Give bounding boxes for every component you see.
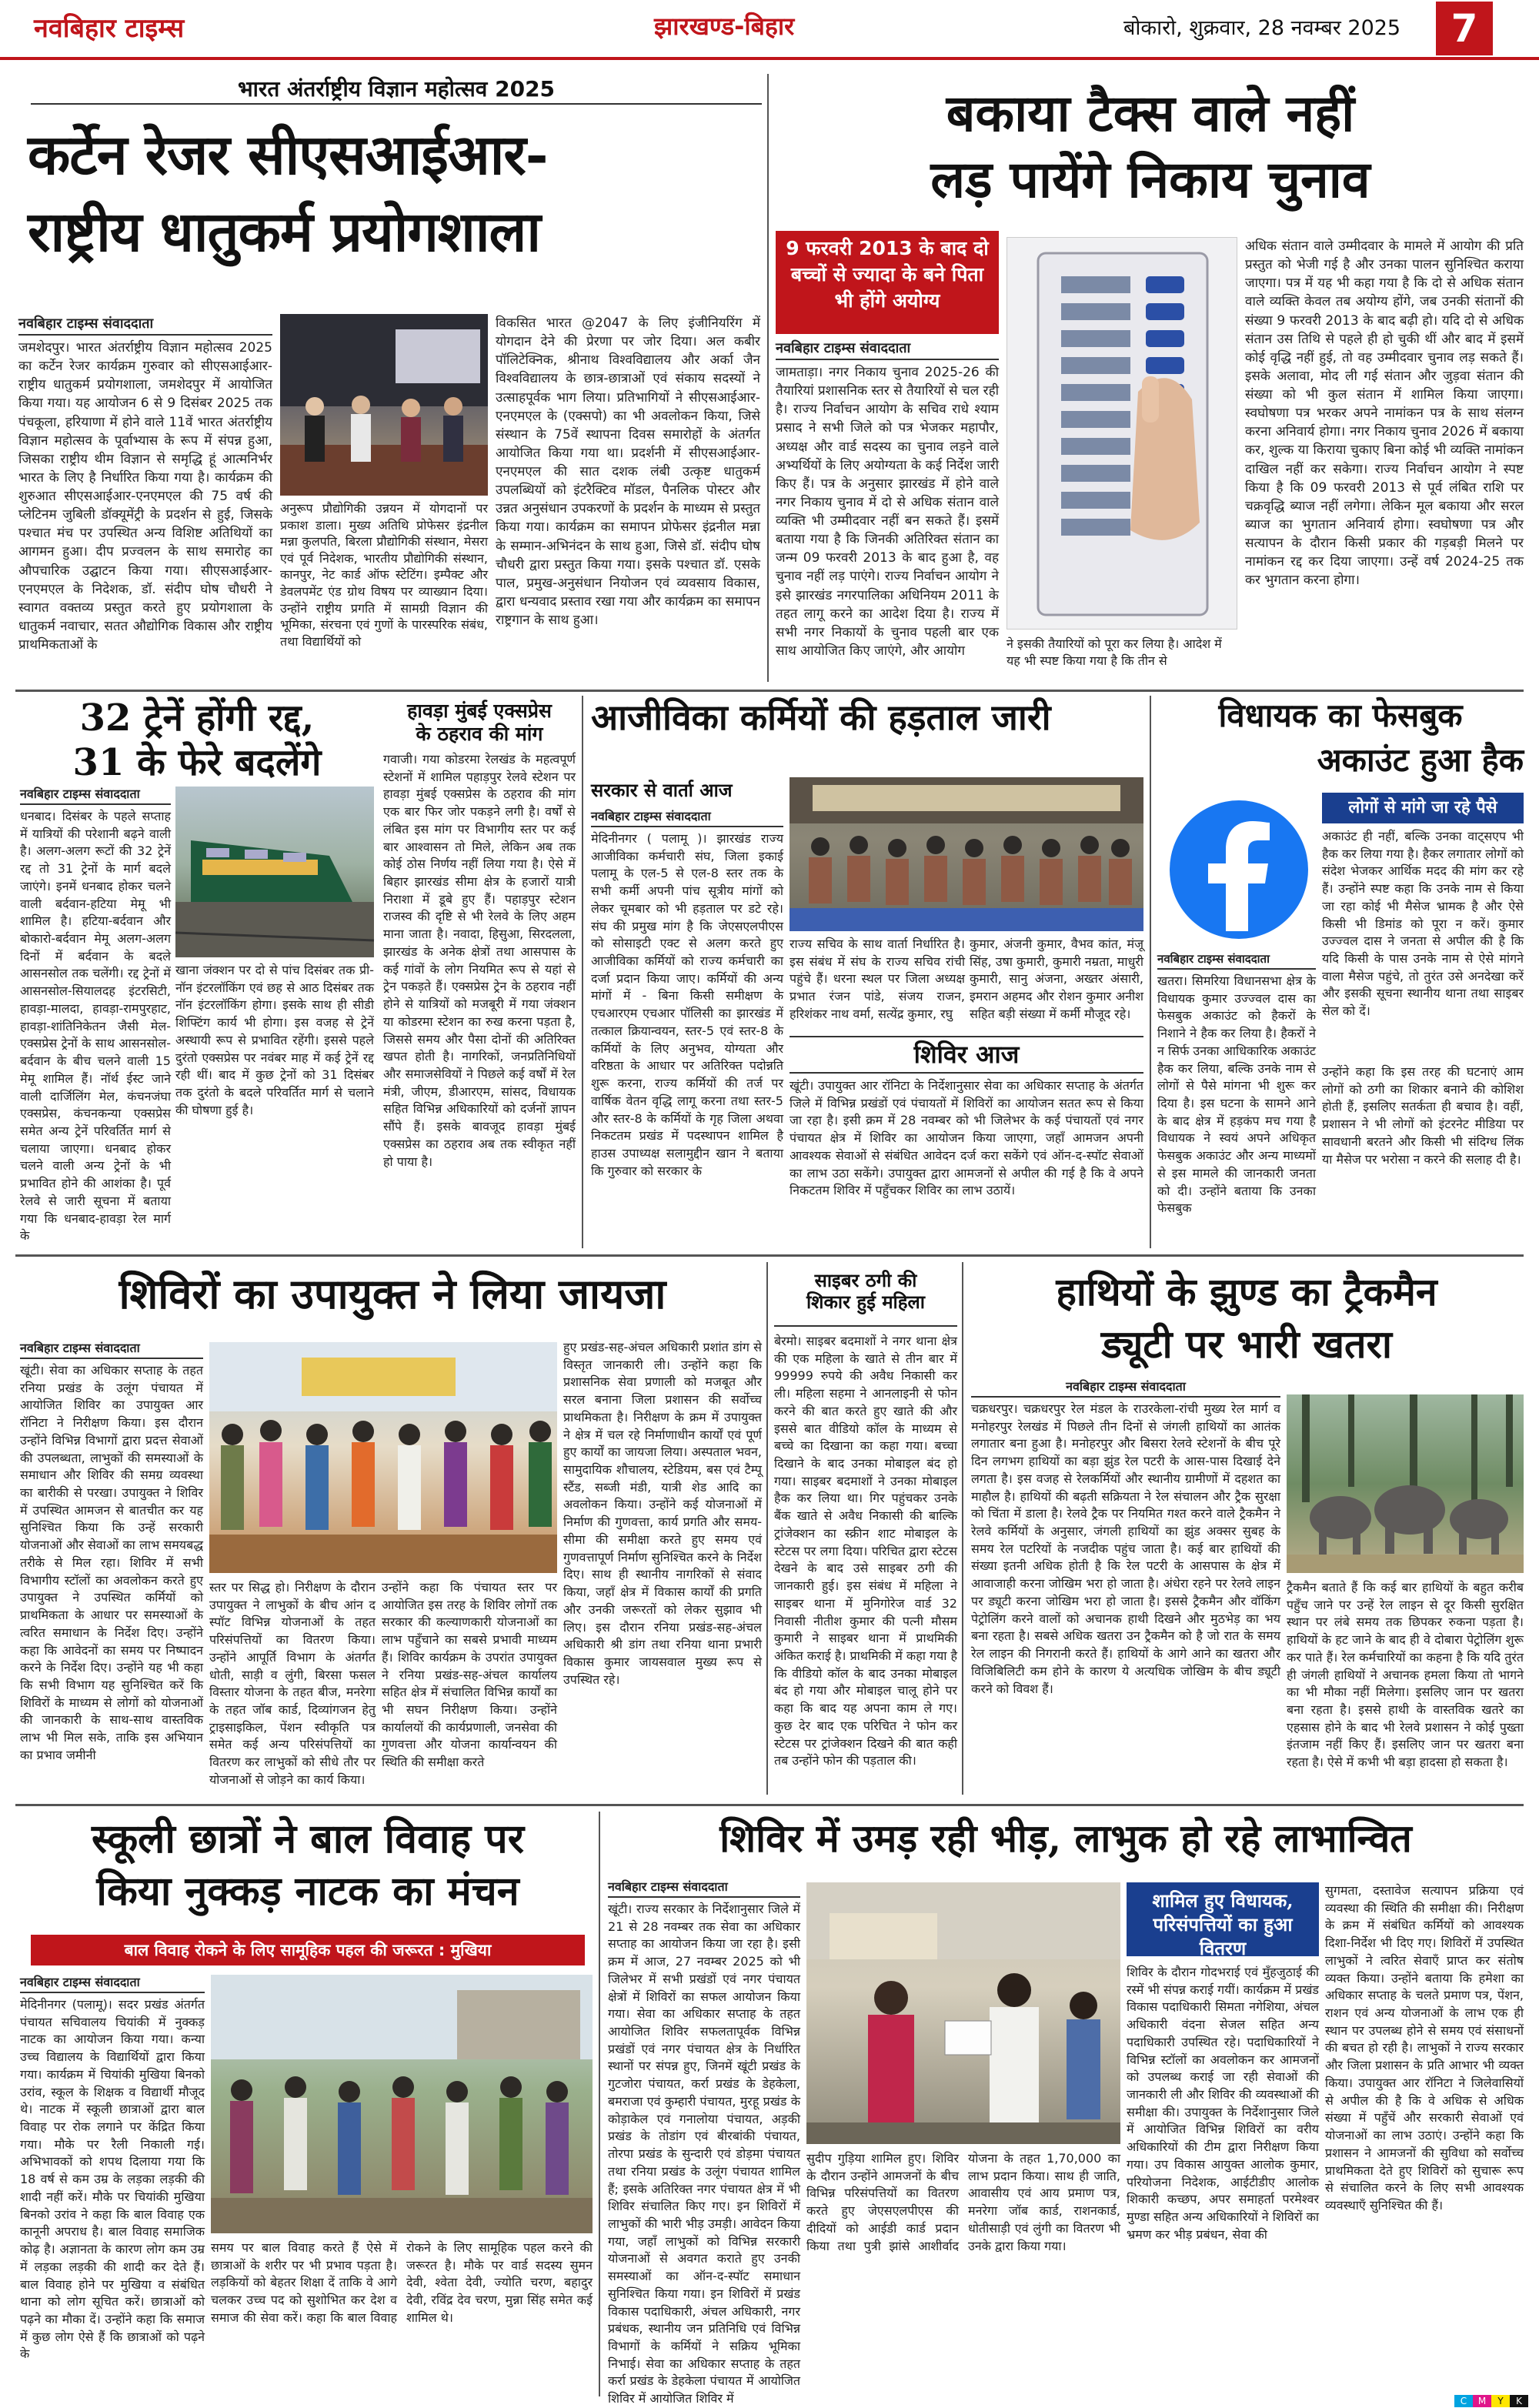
story7-col-left bbox=[20, 1339, 203, 1793]
cmyk-registration-bar bbox=[1454, 2395, 1528, 2407]
story1-col-left bbox=[18, 314, 272, 683]
story11b-body-right: सुगमता, दस्तावेज सत्यापन प्रक्रिया एवं व्यवस्था की स्थिति की समीक्षा की। निरीक्षण के क्रम में संबंधित कर्मियों को आवश्यक दिशा-निर्देश भी दिए गए। शिविरों में उपस्थित लाभुकों ने त्वरित सेवाएँ प्राप्त कर संतोष व्यक्त किया। उन्होंने बताया कि हमेशा का अधिकार सप्ताह के चलते प्रमाण पत्र, पेंशन, राशन एवं अन्य योजनाओं के लाभ एक ही स्थान पर उपलब्ध होने से समय एवं संसाधनों की बचत हो रही है। लाभुकों ने राज्य सरकार और जिला प्रशासन के प्रति आभार भी व्यक्त किया। उपायुक्त आर रॉनिटा ने जिलेवासियों से अपील की है कि वे अधिक से अधिक संख्या में पहुँचें और सरकारी सेवाओं एवं योजनाओं का लाभ उठाएं। उन्होंने कहा कि प्रशासन ने आमजनों की सुविधा को सर्वोच्च प्राथमिकता देते हुए शिविरों को सुचारू रूप से संचालित करने के लिए सभी आवश्यक व्यवस्थाएँ सुनिश्चित की हैं। bbox=[1325, 1883, 1524, 2213]
story8-kicker-1: साइबर ठगी की bbox=[814, 1269, 917, 1291]
protest-graphic bbox=[790, 777, 1143, 931]
story3-headline-2: 31 के फेरे बदलेंगे bbox=[72, 741, 322, 784]
story3-col-left bbox=[20, 785, 171, 1247]
story3-train-photo bbox=[175, 787, 374, 957]
dateline: बोकारो, शुक्रवार, 28 नवम्बर 2025 bbox=[1123, 16, 1401, 40]
story7-body-left: खूंटी। सेवा का अधिकार सप्ताह के तहत रनिया प्रखंड के उलूंग पंचायत में आयोजित शिविर का उपायुक्त आर रॉनिटा ने निरीक्षण किया। इस दौरान उन्होंने विभिन्न विभागों द्वारा प्रदत्त सेवाओं की उपलब्धता, लाभुकों की समस्याओं के समाधान और शिविर की समग्र व्यवस्था का बारीकी से परखा। उपायुक्त ने शिविर में उपस्थित आमजन से बातचीत कर यह सुनिश्चित किया कि उन्हें सरकारी योजनाओं और सेवाओं का लाभ समयबद्ध तरीके से मिल रहा। शिविर में सभी विभागीय स्टॉलों का अवलोकन करते हुए उपायुक्त ने उपस्थित कर्मियों को प्राथमिकता के आधार पर समस्याओं के त्वरित समाधान के निर्देश दिए। उन्होंने कहा कि आवेदनों का समय पर निष्पादन करने के निर्देश दिए। उन्होंने यह भी कहा कि सभी विभाग यह सुनिश्चित करें कि शिविरों के माध्यम से लोगों को योजनाओं की जानकारी के साथ-साथ वास्तविक लाभ भी मिल सके, ताकि इस अभियान का प्रभाव जमीनी bbox=[20, 1363, 203, 1762]
story7-caption-2: उन्होंने कहा कि पंचायत स्तर पर आयोजित इस तरह के शिविर लोगों तक सरकार की कल्याणकारी योजनाओं का लाभ पहुँचाने का सबसे प्रभावी माध्यम हैं। शिविर कार्यक्रम के उपरांत उपायुक्त ने रनिया प्रखंड-सह-अंचल कार्यालय सहित क्षेत्र में संचालित विभिन्न कार्यों का भी सघन निरीक्षण किया। उन्होंने कार्यालयों की कार्यप्रणाली, जनसेवा की गुणवत्ता और योजना कार्यान्वयन की स्थिति की समीक्षा करते bbox=[382, 1580, 557, 1770]
story1-kicker: भारत अंतर्राष्ट्रीय विज्ञान महोत्सव 2025 bbox=[237, 76, 556, 102]
camp-graphic bbox=[209, 1342, 557, 1573]
story10-headline-1: स्कूली छात्रों ने बाल विवाह पर bbox=[92, 1815, 524, 1862]
column-divider bbox=[1150, 696, 1151, 1248]
story2-body-right: अधिक संतान वाले उम्मीदवार के मामले में आयोग की प्रति प्रस्तुत को भेजी गई है और उनका पालन सुनिश्चित कराया जाएगा। पत्र में यह भी कहा गया है कि दो से अधिक संतान वाले व्यक्ति केवल तब अयोग्य होंगे, जब उनकी संतानों की संख्या 9 फरवरी 2013 के बाद बढ़ी हो। यदि दो से अधिक संतान उस तिथि से पहले ही हो चुकी थीं और बाद में इसमें कोई वृद्धि नहीं हुई, तो वह उम्मीदवार चुनाव लड़ सकते हैं। इसके अलावा, मोद ली गई संतान और जुड़वा संतान की संख्या को भी कुल संतान में शामिल किया जाएगा। स्वघोषणा पत्र भरकर अपने नामांकन पत्र के साथ संलग्न करना अनिवार्य होगा। नगर निकाय चुनाव 2026 में बकाया कर, शुल्क या किराया चुकाए बिना कोई भी व्यक्ति नामांकन दाखिल नहीं कर सकेगा। राज्य निर्वाचन आयोग ने स्पष्ट किया है कि 09 फरवरी 2013 से पूर्व लंबित राशि पर चक्रवृद्धि ब्याज नहीं लगेगा। लेकिन मूल बकाया और सरल ब्याज का भुगतान अनिवार्य होगा। स्वघोषणा पत्र और सत्यापन के दौरान किसी प्रकार की गड़बड़ी मिलने पर नामांकन रद्द कर दिया जाएगा। उन्हें वर्ष 2024-25 तक कर भुगतान करना होगा। bbox=[1245, 239, 1524, 589]
story1-body-right: विकसित भारत @2047 के लिए इंजीनियरिंग में योगदान देने की प्रेरणा पर जोर दिया। अल कबीर पॉलिटेक्निक, श्रीनाथ विश्वविद्यालय और अर्का जैन विश्वविद्यालय के छात्र-छात्राओं एवं संकाय सदस्यों ने उत्साहपूर्वक भाग लिया। प्रतिभागियों ने सीएसआईआर-एनएमएल के (एक्सपो) का भी अवलोकन किया, जिसे संस्थान के 75वें स्थापना दिवस समारोहों के अंतर्गत आयोजित किया गया था। प्रदर्शनी में सीएसआईआर-एनएमएल की सात दशक लंबी उत्कृष्ट धातुकर्म उपलब्धियों को इंटरैक्टिव मॉडल, पैनलिक पोस्टर और उन्नत अनुसंधान उपकरणों के प्रदर्शन के माध्यम से प्रस्तुत किया गया। कार्यक्रम का समापन प्रोफेसर इंद्रनील मन्ना के सम्मान-अभिनंदन के साथ हुआ, जिसे डॉ. संदीप घोष चौधरी द्वारा प्रस्तुत किया गया। इसके पश्चात डॉ. एसके पाल, प्रमुख-अनुसंधान नियोजन एवं व्यवसाय विकास, द्वारा धन्यवाद प्रस्ताव रखा गया और कार्यक्रम का समापन राष्ट्रगान के साथ हुआ। bbox=[496, 316, 760, 628]
story5-body: मेदिनीनगर ( पलामू )। झारखंड राज्य आजीविका कर्मचारी संघ, जिला इकाई पलामू के एल-5 से एल-8 स्तर तक के सभी कर्मी अपनी पांच सूत्रीय मांगों को लेकर चूमबार को भी हड़ताल पर डटे रहे। संघ की प्रमुख मांग है कि जेएसएलपीएस को सोसाइटी एक्ट से अलग करते हुए आजीविका कर्मियों को राज्य कर्मचारी का दर्जा प्रदान किया जाए। कर्मियों की अन्य मांगों में - बिना किसी समीक्षण के एचआरएम एचआर पॉलिसी का झारखंड में तत्काल क्रियान्वयन, स्तर-5 एवं स्तर-8 के कर्मियों के लिए अनुभव, योग्यता और वरिष्ठता के आधार पर अतिरिक्त पदोन्नति शुरू करना, राज्य कर्मियों की तर्ज पर वार्षिक वेतन वृद्धि लागू करना तथा स्तर-5 और स्तर-8 के कर्मियों के गृह जिला अथवा निकटतम प्रखंड में पदस्थापन शामिल है हाउस उपाध्यक्ष सलामुद्दीन खान ने बताया कि गुरुवार को सरकार के bbox=[591, 831, 783, 1178]
story6-body-left: खतरा। सिमरिया विधानसभा क्षेत्र के विधायक कुमार उज्ज्वल दास का फेसबुक अकाउंट को हैकरों के निशाने ने हैक कर लिया है। हैकरों ने न सिर्फ उनका आधिकारिक अकाउंट हैक कर लिया, बल्कि उनके नाम से लोगों से पैसे मांगना भी शुरू कर दिया है। इस घटना के सामने आने के बाद क्षेत्र में हड़कंप मच गया है विधायक ने स्वयं अपने अधिकृत फेसबुक अकाउंट और अन्य माध्यमों से इस मामले की जानकारी जनता को दी। उन्होंने बताया कि उनका फेसबुक bbox=[1157, 974, 1316, 1216]
story6-col-left bbox=[1157, 951, 1316, 1248]
elephant-herd-graphic bbox=[1287, 1394, 1524, 1573]
story1-photo-caption: अनुरूप प्रौद्योगिकी उन्नयन में योगदानों पर प्रकाश डाला। मुख्य अतिथि प्रोफेसर इंद्रनील मन्ना कुलपति, बिरला प्रौद्योगिकी संस्थान, मेसरा एवं पूर्व निदेशक, भारतीय प्रौद्योगिकी संस्थान, कानपुर, नेट कार्ड ऑफ स्टेटिंग। इम्पैक्ट और डेवलपमेंट एंड ग्रोथ विषय पर व्याख्यान दिया। उन्होंने राष्ट्रीय प्रगति में सामग्री विज्ञान की भूमिका, संरचना एवं गुणों के पारस्परिक संबंध, तथा विद्यार्थियों को bbox=[280, 501, 488, 649]
story10-street-play-photo bbox=[211, 1975, 593, 2233]
cyan-swatch: C bbox=[1454, 2395, 1473, 2407]
story9-byline: नवबिहार टाइम्स संवाददाता bbox=[971, 1378, 1280, 1398]
story6-byline: नवबिहार टाइम्स संवाददाता bbox=[1157, 951, 1316, 970]
story9-body-right: ट्रैकमैन बताते हैं कि कई बार हाथियों के बहुत करीब पहुँच जाने पर उन्हें रेल लाइन से दूर किसी सुरक्षित स्थान पर लंबे समय तक छिपकर रुकना पड़ता है। हाथियों के हट जाने के बाद ही वे दोबारा पेट्रोलिंग शुरू कर पाते हैं। रेल कर्मचारियों का कहना है कि यदि तुरंत ही जंगली हाथियों ने अचानक हमला किया तो भागने का भी मौका नहीं मिलेगा। इसलिए जान पर खतरा बना रहता है। इससे हाथी के वास्तविक खतरे का एहसास होने के बाद भी रेलवे प्रशासन ने कोई पुख्ता इंतजाम नहीं किए हैं। इसलिए जान पर खतरा बना रहता है। ऐसे में कभी भी बड़ा हादसा हो सकता है। bbox=[1287, 1580, 1524, 1770]
facebook-logo-image bbox=[1162, 793, 1316, 947]
story4-headline-2: के ठहराव की मांग bbox=[416, 723, 543, 745]
story2-highlight: 9 फरवरी 2013 के बाद दो बच्चों से ज्यादा के बने पिता भी होंगे अयोग्य bbox=[776, 231, 999, 334]
column-divider bbox=[599, 1812, 600, 2396]
column-divider bbox=[582, 696, 583, 1248]
story2-headline-2: लड़ पायेंगे निकाय चुनाव bbox=[930, 149, 1370, 209]
voting-machine-graphic bbox=[1007, 238, 1238, 630]
story9-elephant-photo bbox=[1287, 1394, 1524, 1573]
stage-photo-graphic bbox=[280, 314, 488, 496]
street-play-graphic bbox=[211, 1975, 593, 2233]
page-number: 7 bbox=[1436, 2, 1493, 55]
story10-body-right: समय पर बाल विवाह करते हैं ऐसे में छात्राओं के शरीर पर भी प्रभाव पड़ता है। लड़कियों को बेहतर शिक्षा दें ताकि वे आगे चलकर उच्च पद को सुशोभित कर देश व समाज की सेवा करें। कहा कि बाल विवाह रोकने के लिए सामूहिक पहल करने की जरूरत है। मौके पर वार्ड सदस्य सुमन देवी, श्वेता देवी, ज्योति चरण, बहादुर देवी, रविंद्र देव चरण, मुन्ना सिंह समेत कई शामिल थे। bbox=[211, 2240, 593, 2325]
story9-body-left: चक्रधरपुर। चक्रधरपुर रेल मंडल के राउरकेला-रांची मुख्य रेल मार्ग व मनोहरपुर रेलखंड में पिछले तीन दिनों से जंगली हाथियों का आतंक लगातार बना हुआ है। मनोहरपुर और बिसरा रेलवे स्टेशनों के बीच पूरे दिन लगभग हाथियों का बड़ा झुंड रेल पटरी के आस-पास दिखाई देने लगता है। इस वजह से रेलकर्मियों और स्थानीय ग्रामीणों में दहशत का माहौल है। हाथियों की बढ़ती सक्रियता ने रेल संचालन और ट्रैक सुरक्षा को चिंता में डाला है। रेलवे ट्रैक पर नियमित गश्त करने वाले ट्रैकमैन ने रेलवे कर्मियों के अनुसार, जंगली हाथियों का झुंड अक्सर सुबह के समय रेल पटरियों के नजदीक पहुंच जाता है। कई बार हाथियों की संख्या इतनी अधिक होती है कि रेल पटरी के आसपास के क्षेत्र में आवाजाही करना जोखिम भरा हो जाता है। अंधेरा रहने पर रेलवे लाइन पर ड्यूटी करना जोखिम भरा हो जाता है। इससे ट्रैकमैन और वॉकिंग पेट्रोलिंग करने वालों को अचानक हाथी दिखने और मुठभेड़ का भय बना रहता है। सबसे अधिक खतरा उन ट्रैकमैन को है जो रात के समय रेल लाइन की निगरानी करते हैं। हाथियों के आगे आने का खतरा और विजिबिलिटी कम होने के कारण ये अत्यधिक जोखिम के बीच ड्यूटी करने को विवश हैं। bbox=[971, 1401, 1280, 1696]
story6-headline-2: अकाउंट हुआ हैक bbox=[1317, 741, 1524, 779]
story8-body: बेरमो। साइबर बदमाशों ने नगर थाना क्षेत्र की एक महिला के खाते से तीन बार में 99999 रुपये की अवैध निकासी कर ली। महिला सहमा ने आनलाइनी से फोन करने की बात करते हुए खाते की और इससे बात वीडियो कॉल के माध्यम से बच्चे का दिखाना का कहा गया। बच्चा दिखाने के बाद उनका मोबाइल बंद हो गया। साइबर बदमाशों ने उनका मोबाइल हैक कर लिया था। गिर पहुंचकर उनके बैंक खाते से अवैध निकासी की बाल्कि ट्रांजेक्शन का स्क्रीन शाट मोबाइल के स्टेटस पर लगा दिया। परिचित द्वारा स्टेटस देखने के बाद उसे साइबर ठगी की जानकारी हुई। इस संबंध में महिला ने साइबर थाना में मुनिगोरेज वार्ड 32 निवासी नीतीश कुमार की पत्नी मौसम कुमारी ने साइबर थाना में प्राथमिकी अंकित कराई है। प्राथमिकी में कहा गया है कि वीडियो कॉल के बाद उनका मोबाइल बंद हो गया और मोबाइल चालू होने पर कहा कि बाद यह अपना काम ले गए। कुछ देर बाद एक परिचित ने फोन कर स्टेटस पर ट्रांजेक्शन दिखने की बात कही तब उन्होंने फोन की पड़ताल की। bbox=[774, 1334, 957, 1768]
story1-headline-1: कर्टेन रेजर सीएसआईआर- bbox=[28, 122, 548, 187]
story5-headline: आजीविका कर्मियों की हड़ताल जारी bbox=[591, 696, 1051, 738]
section-divider bbox=[15, 1254, 1524, 1257]
story7-body-right: हुए प्रखंड-सह-अंचल अधिकारी प्रशांत डांग से विस्तृत जानकारी ली। उन्होंने कहा कि प्रशासनिक सेवा प्रणाली को मजबूत और सरल बनाना जिला प्रशासन की सर्वोच्च प्राथमिकता है। निरीक्षण के क्रम में उपायुक्त ने क्षेत्र में चल रहे निर्माणाधीन कार्यों एवं पूर्ण हुए कार्यों का जायजा लिया। अस्पताल भवन, सामुदायिक शौचालय, स्टेडियम, बस एवं टैम्पू स्टैंड, सब्जी मंडी, यात्री शेड आदि का अवलोकन किया। उन्होंने कई योजनाओं में निर्माण की गुणवत्ता, कार्य प्रगति और समय-सीमा की समीक्षा करते हुए समय एवं गुणवत्तापूर्ण निर्माण सुनिश्चित करने के निर्देश दिए। साथ ही स्थानीय नागरिकों से संवाद किया, जहाँ क्षेत्र में विकास कार्यों की प्रगति और उनकी जरूरतों को लेकर सुझाव भी लिए। इस दौरान रनिया प्रखंड-सह-अंचल अधिकारी श्री डांग तथा रनिया थाना प्रभारी विकास कुमार जायसवाल मुख्य रूप से उपस्थित रहे। bbox=[563, 1340, 762, 1687]
story11-distribution-photo bbox=[806, 1882, 1120, 2144]
story7-camp-photo bbox=[209, 1342, 557, 1573]
story9-col-left bbox=[971, 1378, 1280, 1793]
story7-headline: शिविरों का उपायुक्त ने लिया जायजा bbox=[119, 1269, 666, 1318]
story2-photo-caption: ने इसकी तैयारियों को पूरा कर लिया है। आदेश में यह भी स्पष्ट किया गया है कि तीन से bbox=[1007, 636, 1222, 668]
story5-kicker: सरकार से वार्ता आज bbox=[591, 780, 733, 801]
story7-caption-1: स्तर पर सिद्ध हो। निरीक्षण के दौरान उपायुक्त ने लाभुकों के बीच आंन द स्पॉट विभिन्न योजनाओं के तहत परिसंपत्तियों का वितरण किया। उन्होंने आपूर्ति विभाग के अंतर्गत धोती, साड़ी व लुंगी, बिरसा फसल विस्तार योजना के तहत बीज, मनरेगा के तहत जॉब कार्ड, दिव्यांगजन हेतु ट्राइसाइकिल, पेंशन स्वीकृति पत्र समेत कई अन्य परिसंपत्तियों का वितरण कर लाभुकों को सीधे तौर पर योजनाओं से जोड़ने का कार्य किया। bbox=[209, 1580, 376, 1787]
story1-headline-2: राष्ट्रीय धातुकर्म प्रयोगशाला bbox=[28, 199, 540, 264]
story9-headline-2: ड्यूटी पर भारी खतरा bbox=[1101, 1321, 1392, 1367]
story3-body-left: धनबाद। दिसंबर के पहले सप्ताह में यात्रियों की परेशानी बढ़ने वाली है। अलग-अलग रूटों की 32 ट्रेनें रद्द तो 31 ट्रेनों के मार्ग बदले जाएंगे। इनमें धनबाद होकर चलने वाली बर्दवान-हटिया मेमू भी शामिल है। हटिया-बर्दवान और बोकारो-बर्दवान मेमू अलग-अलग दिनों में बर्दवान के बदले आसनसोल तक चलेंगी। रद्द ट्रेनों में आसनसोल-सियालदह इंटरसिटी, हावड़ा-मालदा, हावड़ा-रामपुरहाट, हावड़ा-शांतिनिकेतन जैसी मेल-एक्सप्रेस ट्रेनों के साथ आसनसोल-बर्दवान के बीच चलने वाली 15 मेमू शामिल हैं। नॉर्थ ईस्ट जाने वाली दार्जिलिंग मेल, कंचनजंघा एक्सप्रेस, कंचनकन्या एक्सप्रेस समेत अन्य ट्रेनें परिवर्तित मार्ग से चलाया जाएगा। धनबाद होकर चलने वाली अन्य ट्रेनों के भी प्रभावित होने की आशंका है। पूर्व रेलवे से जारी सूचना में बताया गया कि धनबाद-हावड़ा रेल मार्ग के bbox=[20, 809, 171, 1244]
story11-col-left bbox=[608, 1878, 800, 2406]
story7-byline: नवबिहार टाइम्स संवाददाता bbox=[20, 1339, 203, 1359]
story1-photo bbox=[280, 314, 488, 496]
story10-headline-2: किया नुक्कड़ नाटक का मंचन bbox=[96, 1868, 519, 1915]
story2-col-left bbox=[776, 339, 999, 682]
story5-col-left bbox=[591, 777, 783, 1248]
section-divider bbox=[15, 690, 1524, 692]
story1-body-left: जमशेदपुर। भारत अंतर्राष्ट्रीय विज्ञान महोत्सव 2025 का कर्टेन रेजर कार्यक्रम गुरुवार को सीएसआईआर-राष्ट्रीय धातुकर्म प्रयोगशाला, जमशेदपुर में आयोजित किया गया। यह आयोजन 6 से 9 दिसंबर 2025 तक पंचकूला, हरियाणा में होने वाले 11वें भारत अंतर्राष्ट्रीय विज्ञान महोत्सव के पूर्वाभ्यास के रूप में संपन्न हुआ, जिसका राष्ट्रीय थीम विज्ञान से समृद्धि हूं आत्मनिर्भर भारत के लिए है निर्धारित किया गया है। कार्यक्रम की शुरुआत सीएसआईआर-एनएमएल की 75 वर्ष की प्लेटिनम जुबिली डॉक्यूमेंट्री के प्रदर्शन से हुई, जिसके पश्चात मंच पर उपस्थित अन्य विशिष्ट अतिथियों का आगमन हुआ। दीप प्रज्वलन के साथ समारोह का औपचारिक उद्घाटन किया गया। सीएसआईआर-एनएमएल के निदेशक, डॉ. संदीप घोष चौधरी ने स्वागत वक्तव्य प्रस्तुत करते हुए प्रयोगशाला के धातुकर्म नवाचार, सतत औद्योगिक विकास और राष्ट्रीय प्राथमिकताओं के bbox=[18, 340, 272, 653]
column-divider bbox=[767, 74, 769, 682]
section-title: झारखण्ड-बिहार bbox=[654, 12, 795, 41]
magenta-swatch: M bbox=[1473, 2395, 1491, 2407]
story10-byline: नवबिहार टाइम्स संवाददाता bbox=[20, 1973, 205, 1993]
story11b-headline: शामिल हुए विधायक, परिसंपत्तियों का हुआ वितरण bbox=[1127, 1882, 1319, 1956]
page-footer bbox=[0, 2395, 1539, 2407]
story5-protest-photo bbox=[790, 777, 1143, 931]
train-graphic bbox=[175, 787, 374, 957]
story6-body-top: अकाउंट ही नहीं, बल्कि उनका वाट्सएप भी हैक कर लिया गया है। हैकर लगातार लोगों को संदेश भेजकर आर्थिक मदद की मांग कर रहे हैं। उन्होंने स्पष्ट कहा कि उनके नाम से किया जा रहा कोई भी मैसेज भ्रामक है और ऐसे किसी भी डिमांड को पूरा न करें। कुमार उज्ज्वल दास ने जनता से अपील की है कि यदि किसी के पास उनके नाम से ऐसे मांगने वाला मैसेज पहुंचे, तो तुरंत उसे अनदेखा करें और इसकी सूचना स्थानीय थाना तथा साइबर सेल को दें। bbox=[1322, 829, 1524, 1019]
distribution-graphic bbox=[806, 1882, 1120, 2144]
story5-caption-right: कुमार, अंजनी कुमार, वैभव कांत, मंजू सिंह, उषा कुमारी, कुमारी नम्रता, माधुरी कुमारी, सानु अंजना, अख्तर अंसारी, इमरान अहमद और रोशन कुमार अनीश सहित बड़ी संख्या में कर्मी मौजूद रहे। bbox=[970, 937, 1143, 1021]
story6-headline-1: विधायक का फेसबुक bbox=[1218, 696, 1463, 734]
story6-subhead: लोगों से मांगे जा रहे पैसे bbox=[1322, 793, 1524, 823]
story10-col-left bbox=[20, 1973, 205, 2392]
black-swatch: K bbox=[1510, 2395, 1528, 2407]
story8-kicker-2: शिकार हुई महिला bbox=[806, 1290, 926, 1313]
story4-body: गवाजी। गया कोडरमा रेलखंड के महत्वपूर्ण स्टेशनों में शामिल पहाड़पुर रेलवे स्टेशन पर हावड़ा मुंबई एक्सप्रेस के ठहराव की मांग एक बार फिर जोर पकड़ने लगी है। वर्षों से लंबित इस मांग पर विभागीय स्तर पर कई बार आश्वासन तो मिले, लेकिन अब तक कोई ठोस निर्णय नहीं लिया गया है। ऐसे में बिहार झारखंड सीमा क्षेत्र के हजारों यात्री निराशा में डूबे हुए हैं। पहाड़पुर स्टेशन राजस्व की दृष्टि से भी रेलवे के लिए अहम माना जाता है। नवादा, हिसुआ, सिरदलला, झारखंड के अनेक क्षेत्रों तथा आसपास के कई गांवों के लोग नियमित रूप से यहां से ट्रेन पकड़ते हैं। एक्सप्रेस ट्रेन के ठहराव नहीं होने से यात्रियों को मजबूरी में गया जंक्शन या कोडरमा स्टेशन का रुख करना पड़ता है, जिससे समय और पैसा दोनों की अतिरिक्त खपत होती है। नागरिकों, जनप्रतिनिधियों और समाजसेवियों ने पिछले कई वर्षों में रेल मंत्री, जीएम, डीआरएम, सांसद, विधायक सहित विभिन्न अधिकारियों को दर्जनों ज्ञापन सौंपे हैं। इसके बावजूद हावड़ा मुंबई एक्सप्रेस का ठहराव अब तक स्वीकृत नहीं हो पाया है। bbox=[383, 752, 576, 1169]
section-divider bbox=[15, 1804, 1524, 1806]
story11b-body-left: शिविर के दौरान गोदभराई एवं मुँहजुठाई की रस्में भी संपन्न कराई गयीं। कार्यक्रम में प्रखंड विकास पदाधिकारी सिमता नगेशिया, अंचल अधिकारी वंदना सेजल सहित अन्य पदाधिकारी उपस्थित रहे। पदाधिकारियों ने विभिन्न स्टॉलों का अवलोकन कर आमजनों को उपलब्ध कराई जा रही सेवाओं की जानकारी ली और शिविर की व्यवस्थाओं की समीक्षा की। उपायुक्त के निर्देशानुसार जिले में आयोजित विभिन्न शिविरों का वरीय अधिकारियों की टीम द्वारा निरीक्षण किया गया। उप विकास आयुक्त आलोक कुमार, परियोजना निदेशक, आईटीडीए आलोक शिकारी कच्छप, अपर समाहर्ता परमेश्वर मुण्डा सहित अन्य अधिकारियों ने शिविरों का भ्रमण कर भीड़ प्रबंधन, सेवा की bbox=[1127, 1965, 1320, 2242]
story5b-headline: शिविर आज bbox=[790, 1036, 1143, 1074]
story11-caption-left: सुदीप गुड़िया शामिल हुए। शिविर के दौरान उन्होंने आमजनों के बीच विभिन्न परिसंपत्तियों का वितरण करते हुए जेएसएलपीएस की दीदियों को आईडी कार्ड प्रदान किया तथा पुत्री झांसे आशीर्वाद योजना के तहत 1,70,000 का लाभ प्रदान किया। साथ ही जाति, आवासीय एवं आय प्रमाण पत्र, मनरेगा जॉब कार्ड, राशनकार्ड, धोतीसाड़ी एवं लुंगी का वितरण भी उनके द्वारा किया गया। bbox=[806, 2151, 1120, 2253]
story8-kicker-box bbox=[774, 1270, 957, 1327]
story5-byline: नवबिहार टाइम्स संवाददाता bbox=[591, 807, 783, 827]
column-divider bbox=[766, 1262, 768, 1795]
story2-evm-photo bbox=[1007, 237, 1237, 630]
story1-kicker-band bbox=[31, 74, 762, 105]
story9-headline-1: हाथियों के झुण्ड का ट्रैकमैन bbox=[1056, 1269, 1437, 1314]
story10-body-left: मेदिनीनगर (पलामू)। सदर प्रखंड अंतर्गत पंचायत सचिवालय चियांकी में नुक्कड़ नाटक का आयोजन किया गया। कन्या उच्च विद्यालय के विद्यार्थियों द्वारा किया गया। कार्यक्रम में चियांकी मुखिया बिनको उरांव, स्कूल के शिक्षक व विद्यार्थी मौजूद थे। नाटक में स्कूली छात्राओं द्वारा बाल विवाह पर रोक लगाने पर केंद्रित किया गया। मौके पर रैली निकाली गई। अभिभावकों को शपथ दिलाया गया कि 18 वर्ष से कम उम्र के लड़का लड़की की शादी नहीं करें। मौके पर चियांकी मुखिया बिनको उरांव ने कहा कि बाल विवाह एक कानूनी अपराध है। बाल विवाह समाजिक कोढ़ है। अज्ञानता के कारण लोग कम उम्र में लड़का लड़की की शादी कर देते हैं। बाल विवाह होने पर मुखिया व संबंधित थाना को लोग सूचित करें। छात्राओं को पढ़ने का मौका दें। उन्होंने कहा कि समाज में कुछ लोग ऐसे हैं कि छात्राओं को पढ़ने के bbox=[20, 1997, 205, 2362]
story3-headline-1: 32 ट्रेनें होंगी रद्द, bbox=[79, 696, 315, 740]
masthead-brand: नवबिहार टाइम्स bbox=[34, 13, 185, 44]
story5-caption: राज्य सचिव के साथ वार्ता निर्धारित है। इस संबंध में संघ के राज्य सचिव रांची पहुंचे हैं। धरना स्थल पर जिला अध्यक्ष प्रभात रंजन पांडे, संजय राजन, हरिशंकर नाथ वर्मा, सत्येंद्र कुमार, रघु bbox=[790, 937, 965, 1021]
page-header bbox=[0, 0, 1539, 60]
story11-body-left: खूंटी। राज्य सरकार के निर्देशानुसार जिले में 21 से 28 नवम्बर तक सेवा का अधिकार सप्ताह का आयोजन किया जा रहा है। इसी क्रम में आज, 27 नवम्बर 2025 को भी जिलेभर में सभी प्रखंडों एवं नगर पंचायत क्षेत्रों में शिविरों का सफल आयोजन किया गया। सेवा का अधिकार सप्ताह के तहत आयोजित शिविर सफलतापूर्वक विभिन्न प्रखंडों एवं नगर पंचायत क्षेत्र के निर्धारित स्थानों पर संपन्न हुए, जिनमें खूंटी प्रखंड के गुटजोरा पंचायत, कर्रा प्रखंड के डेहकेला, बमराजा एवं कुम्हारी पंचायत, मुरहू प्रखंड के कोड़ाकेल एवं गनालोया पंचायत, अड़की प्रखंड के तोडांग एवं बीरबांकी पंचायत, तोरपा प्रखंड के सुन्दारी एवं डोड़मा पंचायत तथा रनिया प्रखंड के उलूंग पंचायत शामिल हैं; इसके अतिरिक्त नगर पंचायत क्षेत्र में भी शिविर संचालित किए गए। इन शिविरों में लाभुकों की भारी भीड़ उमड़ी। आवेदन किया गया, जहाँ लाभुकों को विभिन्न सरकारी योजनाओं से अवगत कराते हुए उनकी समस्याओं का ऑन-द-स्पॉट समाधान सुनिश्चित किया गया। इन शिविरों में प्रखंड विकास पदाधिकारी, अंचल अधिकारी, नगर प्रबंधक, स्थानीय जन प्रतिनिधि एवं विभिन्न विभागों के कर्मियों ने सक्रिय भूमिका निभाई। सेवा का अधिकार सप्ताह के तहत कर्रा प्रखंड के डेहकेला पंचायत में आयोजित शिविर में आयोजित शिविर में bbox=[608, 1902, 800, 2406]
story6-body-right: उन्होंने कहा कि इस तरह की घटनाएं आम लोगों को ठगी का शिकार बनाने की कोशिश होती हैं, इसलिए सतर्कता ही बचाव है। वहीं, प्रशासन ने भी लोगों को इंटरनेट मीडिया पर सावधानी बरतने और किसी भी संदिग्ध लिंक या मैसेज पर भरोसा न करने की सलाह दी है। bbox=[1322, 1064, 1524, 1167]
story2-byline: नवबिहार टाइम्स संवाददाता bbox=[776, 339, 999, 360]
story10-highlight: बाल विवाह रोकने के लिए सामूहिक पहल की जरूरत : मुखिया bbox=[31, 1935, 585, 1965]
story1-byline: नवबिहार टाइम्स संवाददाता bbox=[18, 314, 272, 336]
column-divider bbox=[962, 1262, 963, 1795]
story3-byline: नवबिहार टाइम्स संवाददाता bbox=[20, 785, 171, 805]
story4-headline-1: हावड़ा मुंबई एक्सप्रेस bbox=[407, 700, 552, 722]
yellow-swatch: Y bbox=[1491, 2395, 1510, 2407]
facebook-icon bbox=[1162, 793, 1316, 947]
story3-photo-caption: खाना जंक्शन पर दो से पांच दिसंबर तक प्री-नॉन इंटरलॉकिंग एवं छह से आठ दिसंबर तक नॉन इंटरलॉकिंग होगा। इसके साथ ही सीडी शिफ्टिंग कार्य भी होगा। इस वजह से ट्रेनें अस्थायी रूप से प्रभावित रहेंगी। इससे पहले दुरंतो एक्सप्रेस पर नवंबर माह में कई ट्रेनें रद्द रही थीं। बाद में कुछ ट्रेनों को 31 दिसंबर तक दुरंतो के बदले परिवर्तित मार्ग से चलाने की घोषणा हुई है। bbox=[175, 963, 374, 1117]
story11-byline: नवबिहार टाइम्स संवाददाता bbox=[608, 1878, 800, 1898]
story11-headline: शिविर में उमड़ रही भीड़, लाभुक हो रहे लाभान्वित bbox=[719, 1815, 1412, 1861]
story2-headline-1: बकाया टैक्स वाले नहीं bbox=[946, 83, 1355, 143]
story5b-body: खूंटी। उपायुक्त आर रॉनिटा के निर्देशानुसार सेवा का अधिकार सप्ताह के अंतर्गत जिले में विभिन्न प्रखंडों एवं पंचायतों में शिविरों का आयोजन सतत रूप से किया जा रहा है। इसी क्रम में 28 नवम्बर को भी जिलेभर के कई पंचायतों एवं नगर पंचायत क्षेत्र में शिविर का आयोजन किया जाएगा, जहाँ आमजन अपनी आवश्यक सेवाओं से संबंधित आवेदन दर्ज करा सकेंगे एवं ऑन-द-स्पॉट सेवाओं का लाभ उठा सकेंगे। उपायुक्त द्वारा आमजनों से अपील की गई है कि वे अपने निकटतम शिविर में पहुँचकर शिविर का लाभ उठायें। bbox=[790, 1078, 1143, 1198]
story2-body-left: जामताड़ा। नगर निकाय चुनाव 2025-26 की तैयारियां प्रशासनिक स्तर से तैयारियों से चल रही है। राज्य निर्वाचन आयोग के सचिव राधे श्याम प्रसाद ने सभी जिले को पत्र भेजकर महापौर, अध्यक्ष और वार्ड सदस्य का चुनाव लड़ने वाले अभ्यर्थियों के लिए अयोग्यता के कई निर्देश जारी किए हैं। पत्र के अनुसार झारखंड में होने वाले नगर निकाय चुनाव में दो से अधिक संतान वाले व्यक्ति भी उम्मीदवार नहीं बन सकते हैं। इसमें बताया गया है कि जिनकी अतिरिक्त संतान का जन्म 09 फरवरी 2013 के बाद हुआ है, वह चुनाव नहीं लड़ पाएंगे। राज्य निर्वाचन आयोग ने इसे झारखंड नगरपालिका अधिनियम 2011 के तहत लागू करने का आदेश दिया है। राज्य में सभी नगर निकायों के चुनाव पहली बार एक साथ आयोजित किए जाएंगे, और आयोग bbox=[776, 365, 999, 659]
